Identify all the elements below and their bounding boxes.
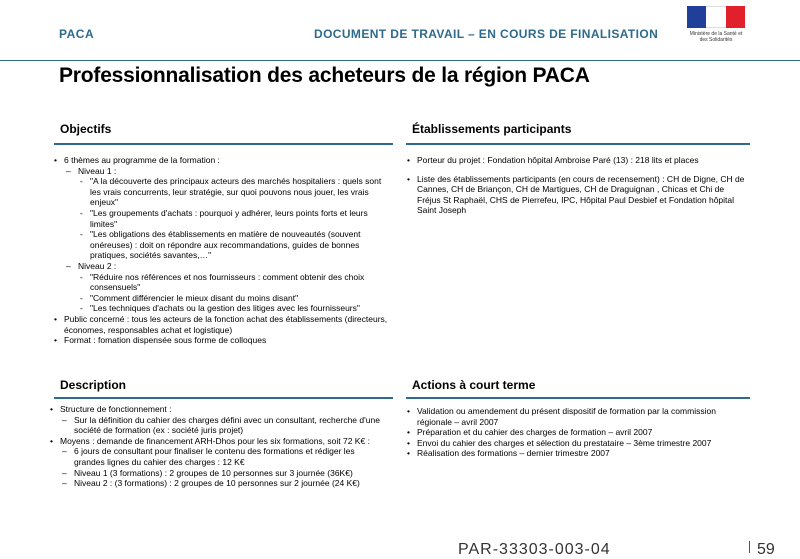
page-title: Professionnalisation des acheteurs de la région PACA [59,64,590,87]
list-item: - "Comment différencier le mieux disant du moins disant" [50,293,390,304]
list-item: • Porteur du projet : Fondation hôpital Ambroise Paré (13) : 218 lits et places [403,155,745,166]
list-item: • Préparation et du cahier des charges de formation – avril 2007 [403,427,723,438]
logo-caption: Ministère de la Santé et des Solidarités [689,31,743,43]
section-body-actions [403,406,723,459]
list-item: – Niveau 2 : [50,261,390,272]
list-objectifs [50,155,390,346]
list-item: • Moyens : demande de financement ARH-Dhos pour les six formations, soit 72 K€ : [46,436,381,447]
section-body-description [46,404,381,489]
list-item: • Réalisation des formations – dernier trimestre 2007 [403,448,723,459]
list-item: – Niveau 1 : [50,166,390,177]
section-divider-description [54,397,393,399]
section-title-etablissements: Établissements participants [412,122,572,136]
section-divider-etablissements [406,143,750,145]
section-title-objectifs: Objectifs [60,122,112,136]
list-item: • Structure de fonctionnement : [46,404,381,415]
list-item: • Liste des établissements participants (en cours de recensement) : CH de Digne, CH de Cannes, CH de Briançon, CH de Martigues, CH de Draguignan , Chicas et Chi de Fréjus St Raphaël, CHS de Pierrefeu, IPC, Hôpital Paul Desbief et Fondation hôpital Saint Joseph [403,174,745,216]
list-item: – Niveau 2 : (3 formations) : 2 groupes de 10 personnes sur 2 journée (24 K€) [46,478,381,489]
list-item: - "Les groupements d'achats : pourquoi y adhérer, leurs points forts et leurs limites" [50,208,390,229]
header-region: PACA [59,27,95,41]
page-number: 59 [757,541,775,558]
list-item: – Sur la définition du cahier des charges défini avec un consultant, recherche d'une société de formation (ex : société juris projet) [46,415,381,436]
section-body-etablissements [403,155,745,216]
flag-icon [687,6,745,28]
list-actions [403,406,723,459]
list-item: • 6 thèmes au programme de la formation : [50,155,390,166]
list-item: • Envoi du cahier des charges et sélection du prestataire – 3ème trimestre 2007 [403,438,723,449]
section-divider-actions [406,397,750,399]
list-item: – 6 jours de consultant pour finaliser le contenu des formations et rédiger les grandes lignes du cahier des charges : 12 K€ [46,446,381,467]
list-description [46,404,381,489]
section-divider-objectifs [54,143,393,145]
header-status: DOCUMENT DE TRAVAIL – EN COURS DE FINALISATION [314,27,659,41]
section-body-objectifs [50,155,390,346]
list-item: - "A la découverte des principaux acteurs des marchés hospitaliers : quels sont les vrais concurrents, leur stratégie, sur quoi pouvons nous jouer, les vrais enjeux" [50,176,390,208]
marianne-logo [687,6,745,43]
list-item: – Niveau 1 (3 formations) : 2 groupes de 10 personnes sur 3 journée (36K€) [46,468,381,479]
list-item: - "Réduire nos références et nos fournisseurs : comment obtenir des choix consensuels" [50,272,390,293]
list-item: • Public concerné : tous les acteurs de la fonction achat des établissements (directeurs, économes, responsables achat et logistique) [50,314,390,335]
list-item: • Validation ou amendement du présent dispositif de formation par la commission régionale – avril 2007 [403,406,723,427]
list-item: - "Les obligations des établissements en matière de nouveautés (souvent onéreuses) : doit on répondre aux recommandations, guides de bonnes pratiques, sociétés savantes,…" [50,229,390,261]
list-item: - "Les techniques d'achats ou la gestion des litiges avec les fournisseurs" [50,303,390,314]
section-title-actions: Actions à court terme [412,378,536,392]
section-title-description: Description [60,378,127,392]
header-divider [0,60,800,61]
footer-divider [749,541,750,553]
list-etablissements [403,155,745,216]
footer-reference: PAR-33303-003-04 [458,541,611,558]
list-item: • Format : fomation dispensée sous forme de colloques [50,335,390,346]
